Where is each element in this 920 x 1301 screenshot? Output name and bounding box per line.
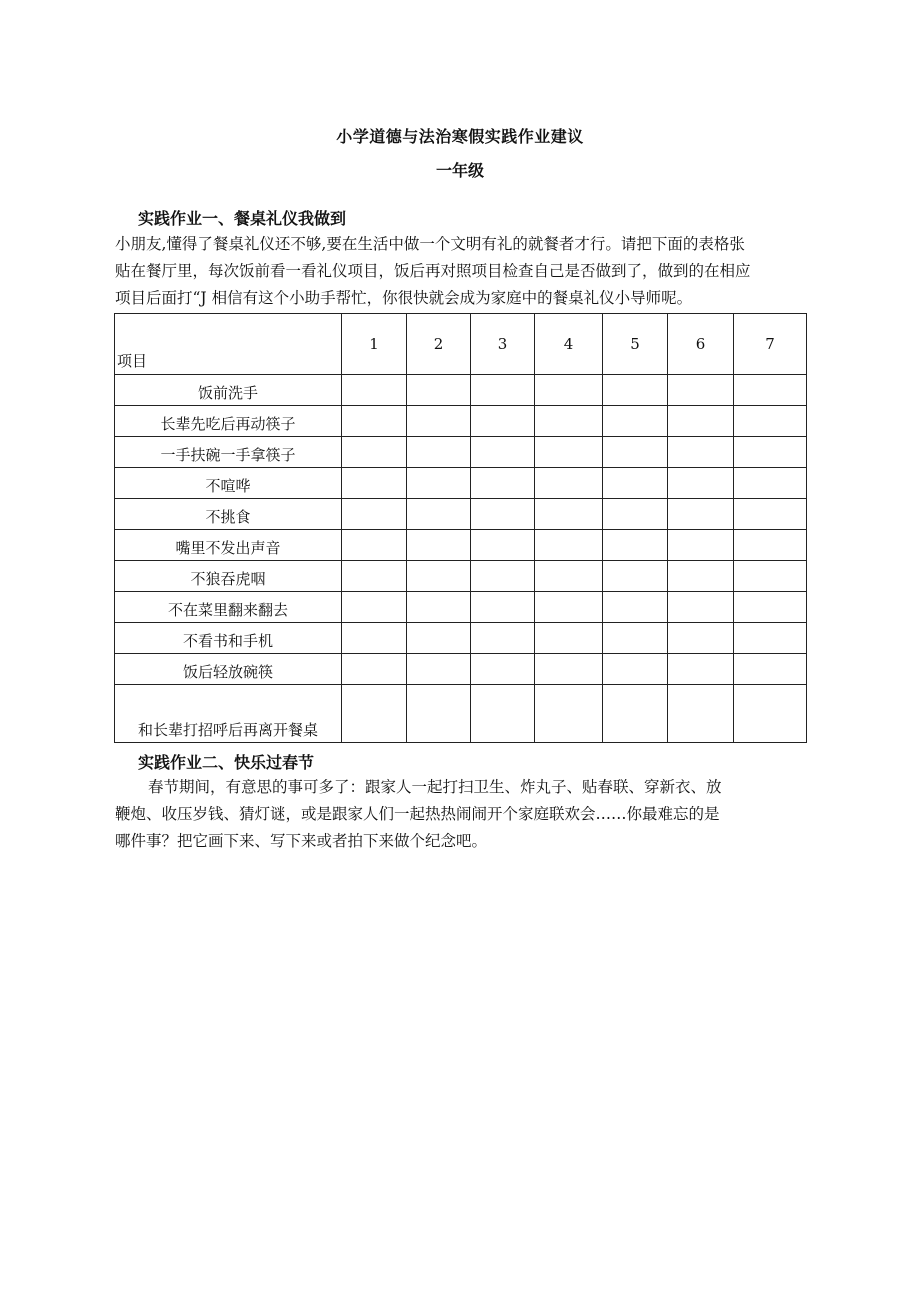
etiquette-item-cell: 和长辈打招呼后再离开餐桌 [115,685,342,743]
check-cell[interactable] [668,592,734,623]
etiquette-item-cell: 不在菜里翻来翻去 [115,592,342,623]
grade-label: 一年级 [435,161,484,180]
header-day-cell: 3 [471,314,535,375]
check-cell[interactable] [407,375,471,406]
check-cell[interactable] [668,468,734,499]
section2-line: 鞭炮、收压岁钱、猜灯谜，或是跟家人们一起热热闹闹开个家庭联欢会……你最难忘的是 [115,805,720,823]
check-cell[interactable] [535,375,603,406]
check-cell[interactable] [535,592,603,623]
check-cell[interactable] [668,375,734,406]
check-cell[interactable] [603,499,668,530]
check-cell[interactable] [734,530,807,561]
check-cell[interactable] [734,437,807,468]
check-cell[interactable] [668,561,734,592]
check-cell[interactable] [342,406,407,437]
check-cell[interactable] [603,623,668,654]
check-cell[interactable] [734,654,807,685]
header-day-cell: 2 [407,314,471,375]
check-cell[interactable] [603,375,668,406]
check-cell[interactable] [603,530,668,561]
check-cell[interactable] [734,592,807,623]
check-cell[interactable] [342,375,407,406]
table-row [115,468,807,499]
check-cell[interactable] [471,654,535,685]
header-day-cell: 1 [342,314,407,375]
check-cell[interactable] [407,406,471,437]
check-cell[interactable] [407,592,471,623]
check-cell[interactable] [407,468,471,499]
section2-line: 哪件事？把它画下来、写下来或者拍下来做个纪念吧。 [115,832,488,850]
table-row [115,654,807,685]
check-cell[interactable] [535,561,603,592]
check-cell[interactable] [734,561,807,592]
check-cell[interactable] [668,685,734,743]
etiquette-item-cell: 一手扶碗一手拿筷子 [115,437,342,468]
check-cell[interactable] [535,654,603,685]
check-cell[interactable] [668,623,734,654]
check-cell[interactable] [734,685,807,743]
check-cell[interactable] [734,406,807,437]
etiquette-item-cell: 饭前洗手 [115,375,342,406]
section1-paragraph [115,231,751,312]
etiquette-item-cell: 不看书和手机 [115,623,342,654]
section1-line: 项目后面打“J 相信有这个小助手帮忙，你很快就会成为家庭中的餐桌礼仪小导师呢。 [115,289,693,307]
check-cell[interactable] [471,685,535,743]
check-cell[interactable] [603,468,668,499]
check-cell[interactable] [342,561,407,592]
header-day-cell: 6 [668,314,734,375]
check-cell[interactable] [407,530,471,561]
check-cell[interactable] [603,437,668,468]
check-cell[interactable] [535,530,603,561]
table-row [115,623,807,654]
etiquette-item-cell: 不喧哗 [115,468,342,499]
check-cell[interactable] [535,623,603,654]
table-row [115,499,807,530]
check-cell[interactable] [342,499,407,530]
check-cell[interactable] [668,654,734,685]
check-cell[interactable] [407,437,471,468]
etiquette-item-cell: 饭后轻放碗筷 [115,654,342,685]
check-cell[interactable] [734,375,807,406]
check-cell[interactable] [407,685,471,743]
check-cell[interactable] [471,406,535,437]
check-cell[interactable] [603,654,668,685]
check-cell[interactable] [471,437,535,468]
etiquette-item-cell: 嘴里不发出声音 [115,530,342,561]
check-cell[interactable] [471,468,535,499]
check-cell[interactable] [342,468,407,499]
check-cell[interactable] [535,437,603,468]
table-row [115,685,807,743]
header-day-cell: 4 [535,314,603,375]
header-day-cell: 5 [603,314,668,375]
check-cell[interactable] [471,499,535,530]
check-cell[interactable] [734,468,807,499]
table-row [115,375,807,406]
check-cell[interactable] [668,406,734,437]
check-cell[interactable] [471,561,535,592]
check-cell[interactable] [603,592,668,623]
etiquette-item-cell: 不狼吞虎咽 [115,561,342,592]
table-row [115,437,807,468]
check-cell[interactable] [407,561,471,592]
check-cell[interactable] [535,499,603,530]
check-cell[interactable] [471,375,535,406]
table-row [115,406,807,437]
document-title: 小学道德与法治寒假实践作业建议 [336,127,584,146]
check-cell[interactable] [471,623,535,654]
etiquette-item-cell: 长辈先吃后再动筷子 [115,406,342,437]
check-cell[interactable] [603,406,668,437]
check-cell[interactable] [535,685,603,743]
check-cell[interactable] [471,530,535,561]
section2-paragraph [115,774,722,855]
check-cell[interactable] [342,685,407,743]
check-cell[interactable] [342,654,407,685]
header-day-cell: 7 [734,314,807,375]
section2-heading: 实践作业二、快乐过春节 [138,753,315,772]
check-cell[interactable] [668,530,734,561]
check-cell[interactable] [734,623,807,654]
check-cell[interactable] [734,499,807,530]
check-cell[interactable] [342,623,407,654]
check-cell[interactable] [668,437,734,468]
etiquette-item-cell: 不挑食 [115,499,342,530]
check-cell[interactable] [668,499,734,530]
check-cell[interactable] [471,592,535,623]
section2-line: 春节期间，有意思的事可多了：跟家人一起打扫卫生、炸丸子、贴春联、穿新衣、放 [148,778,722,796]
section1-line: 贴在餐厅里，每次饭前看一看礼仪项目，饭后再对照项目检查自己是否做到了，做到的在相应 [115,262,751,280]
check-cell[interactable] [342,437,407,468]
check-cell[interactable] [407,623,471,654]
table-row [115,561,807,592]
table-row [115,530,807,561]
check-cell[interactable] [342,592,407,623]
check-cell[interactable] [535,406,603,437]
table-header-row [115,314,807,375]
check-cell[interactable] [407,654,471,685]
etiquette-checklist-table [114,313,807,743]
check-cell[interactable] [603,561,668,592]
section1-heading: 实践作业一、餐桌礼仪我做到 [138,209,347,228]
check-cell[interactable] [407,499,471,530]
check-cell[interactable] [535,468,603,499]
header-item-cell: 项目 [115,314,342,375]
section1-line: 小朋友,懂得了餐桌礼仪还不够,要在生活中做一个文明有礼的就餐者才行。请把下面的表格张 [115,235,745,253]
table-row [115,592,807,623]
check-cell[interactable] [603,685,668,743]
check-cell[interactable] [342,530,407,561]
